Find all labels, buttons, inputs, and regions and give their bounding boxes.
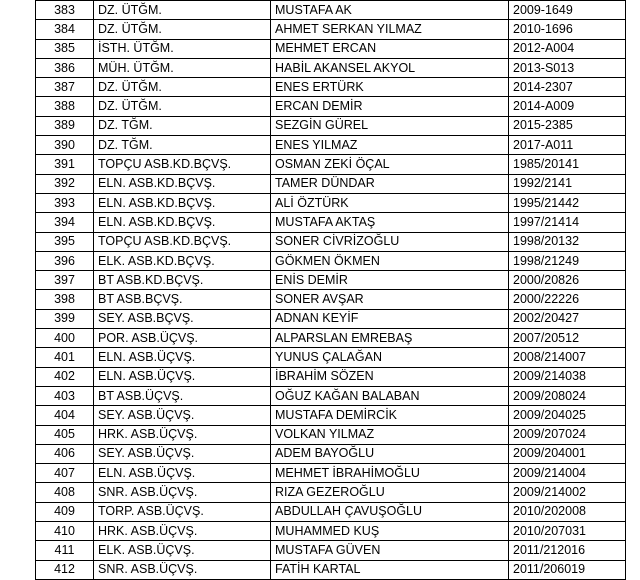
rank-cell: ELN. ASB.KD.BÇVŞ. — [94, 193, 271, 212]
rank-cell: DZ. ÜTĞM. — [94, 97, 271, 116]
registry-number-cell: 2007/20512 — [509, 329, 626, 348]
row-number-cell: 408 — [36, 483, 94, 502]
name-cell: AHMET SERKAN YILMAZ — [271, 20, 509, 39]
registry-number-cell: 2014-2307 — [509, 78, 626, 97]
registry-number-cell: 2008/214007 — [509, 348, 626, 367]
row-number-cell: 390 — [36, 136, 94, 155]
table-row — [36, 193, 626, 212]
name-cell: İBRAHİM SÖZEN — [271, 367, 509, 386]
name-cell: TAMER DÜNDAR — [271, 174, 509, 193]
rank-cell: DZ. TĞM. — [94, 116, 271, 135]
row-number-cell: 398 — [36, 290, 94, 309]
row-number-cell: 393 — [36, 193, 94, 212]
name-cell: ADEM BAYOĞLU — [271, 444, 509, 463]
name-cell: YUNUS ÇALAĞAN — [271, 348, 509, 367]
row-number-cell: 407 — [36, 464, 94, 483]
name-cell: ENES YILMAZ — [271, 136, 509, 155]
name-cell: ENES ERTÜRK — [271, 78, 509, 97]
registry-number-cell: 1998/20132 — [509, 232, 626, 251]
name-cell: GÖKMEN ÖKMEN — [271, 251, 509, 270]
rank-cell: DZ. ÜTĞM. — [94, 78, 271, 97]
rank-cell: HRK. ASB.ÜÇVŞ. — [94, 522, 271, 541]
rank-cell: ELN. ASB.KD.BÇVŞ. — [94, 213, 271, 232]
row-number-cell: 394 — [36, 213, 94, 232]
registry-number-cell: 1995/21442 — [509, 193, 626, 212]
row-number-cell: 388 — [36, 97, 94, 116]
rank-cell: BT ASB.KD.BÇVŞ. — [94, 271, 271, 290]
table-row — [36, 522, 626, 541]
rank-cell: SNR. ASB.ÜÇVŞ. — [94, 560, 271, 579]
registry-number-cell: 2009/214004 — [509, 464, 626, 483]
name-cell: MUSTAFA AKTAŞ — [271, 213, 509, 232]
table-row — [36, 174, 626, 193]
registry-number-cell: 2010-1696 — [509, 20, 626, 39]
table-row — [36, 386, 626, 405]
table-row — [36, 251, 626, 270]
row-number-cell: 395 — [36, 232, 94, 251]
registry-number-cell: 2013-S013 — [509, 58, 626, 77]
row-number-cell: 409 — [36, 502, 94, 521]
name-cell: SEZGİN GÜREL — [271, 116, 509, 135]
row-number-cell: 385 — [36, 39, 94, 58]
rank-cell: ELK. ASB.KD.BÇVŞ. — [94, 251, 271, 270]
personnel-table-body — [36, 1, 626, 580]
table-row — [36, 483, 626, 502]
rank-cell: ELK. ASB.ÜÇVŞ. — [94, 541, 271, 560]
row-number-cell: 396 — [36, 251, 94, 270]
rank-cell: TORP. ASB.ÜÇVŞ. — [94, 502, 271, 521]
name-cell: ALPARSLAN EMREBAŞ — [271, 329, 509, 348]
row-number-cell: 412 — [36, 560, 94, 579]
table-row — [36, 406, 626, 425]
rank-cell: SEY. ASB.ÜÇVŞ. — [94, 444, 271, 463]
name-cell: ENİS DEMİR — [271, 271, 509, 290]
row-number-cell: 391 — [36, 155, 94, 174]
name-cell: MUSTAFA GÜVEN — [271, 541, 509, 560]
rank-cell: DZ. ÜTĞM. — [94, 20, 271, 39]
row-number-cell: 401 — [36, 348, 94, 367]
rank-cell: ELN. ASB.ÜÇVŞ. — [94, 367, 271, 386]
table-row — [36, 136, 626, 155]
table-row — [36, 1, 626, 20]
table-row — [36, 425, 626, 444]
registry-number-cell: 2000/20826 — [509, 271, 626, 290]
table-row — [36, 309, 626, 328]
table-row — [36, 444, 626, 463]
row-number-cell: 397 — [36, 271, 94, 290]
row-number-cell: 392 — [36, 174, 94, 193]
rank-cell: SEY. ASB.BÇVŞ. — [94, 309, 271, 328]
table-row — [36, 155, 626, 174]
table-row — [36, 20, 626, 39]
rank-cell: ELN. ASB.KD.BÇVŞ. — [94, 174, 271, 193]
row-number-cell: 410 — [36, 522, 94, 541]
name-cell: FATİH KARTAL — [271, 560, 509, 579]
name-cell: MUHAMMED KUŞ — [271, 522, 509, 541]
table-row — [36, 502, 626, 521]
rank-cell: BT ASB.ÜÇVŞ. — [94, 386, 271, 405]
row-number-cell: 389 — [36, 116, 94, 135]
name-cell: SONER CİVRİZOĞLU — [271, 232, 509, 251]
table-row — [36, 97, 626, 116]
personnel-list-sheet — [35, 0, 625, 580]
registry-number-cell: 2009/214002 — [509, 483, 626, 502]
registry-number-cell: 2000/22226 — [509, 290, 626, 309]
name-cell: ERCAN DEMİR — [271, 97, 509, 116]
table-row — [36, 116, 626, 135]
row-number-cell: 384 — [36, 20, 94, 39]
name-cell: VOLKAN YILMAZ — [271, 425, 509, 444]
registry-number-cell: 2009/207024 — [509, 425, 626, 444]
name-cell: MEHMET İBRAHİMOĞLU — [271, 464, 509, 483]
rank-cell: ELN. ASB.ÜÇVŞ. — [94, 348, 271, 367]
registry-number-cell: 1998/21249 — [509, 251, 626, 270]
name-cell: SONER AVŞAR — [271, 290, 509, 309]
rank-cell: HRK. ASB.ÜÇVŞ. — [94, 425, 271, 444]
name-cell: MUSTAFA AK — [271, 1, 509, 20]
row-number-cell: 405 — [36, 425, 94, 444]
table-row — [36, 560, 626, 579]
registry-number-cell: 2009/208024 — [509, 386, 626, 405]
rank-cell: MÜH. ÜTĞM. — [94, 58, 271, 77]
row-number-cell: 402 — [36, 367, 94, 386]
rank-cell: DZ. ÜTĞM. — [94, 1, 271, 20]
registry-number-cell: 2017-A011 — [509, 136, 626, 155]
registry-number-cell: 1997/21414 — [509, 213, 626, 232]
table-row — [36, 58, 626, 77]
row-number-cell: 399 — [36, 309, 94, 328]
registry-number-cell: 1992/2141 — [509, 174, 626, 193]
name-cell: ALİ ÖZTÜRK — [271, 193, 509, 212]
personnel-table — [35, 0, 626, 580]
rank-cell: SEY. ASB.ÜÇVŞ. — [94, 406, 271, 425]
registry-number-cell: 1985/20141 — [509, 155, 626, 174]
table-row — [36, 271, 626, 290]
row-number-cell: 404 — [36, 406, 94, 425]
registry-number-cell: 2009/204025 — [509, 406, 626, 425]
row-number-cell: 387 — [36, 78, 94, 97]
registry-number-cell: 2009/214038 — [509, 367, 626, 386]
registry-number-cell: 2010/207031 — [509, 522, 626, 541]
rank-cell: ELN. ASB.ÜÇVŞ. — [94, 464, 271, 483]
name-cell: HABİL AKANSEL AKYOL — [271, 58, 509, 77]
registry-number-cell: 2009-1649 — [509, 1, 626, 20]
registry-number-cell: 2015-2385 — [509, 116, 626, 135]
name-cell: OSMAN ZEKİ ÖÇAL — [271, 155, 509, 174]
name-cell: OĞUZ KAĞAN BALABAN — [271, 386, 509, 405]
registry-number-cell: 2010/202008 — [509, 502, 626, 521]
table-row — [36, 213, 626, 232]
rank-cell: TOPÇU ASB.KD.BÇVŞ. — [94, 155, 271, 174]
row-number-cell: 400 — [36, 329, 94, 348]
table-row — [36, 464, 626, 483]
rank-cell: POR. ASB.ÜÇVŞ. — [94, 329, 271, 348]
registry-number-cell: 2009/204001 — [509, 444, 626, 463]
table-row — [36, 290, 626, 309]
table-row — [36, 367, 626, 386]
rank-cell: SNR. ASB.ÜÇVŞ. — [94, 483, 271, 502]
registry-number-cell: 2012-A004 — [509, 39, 626, 58]
table-row — [36, 541, 626, 560]
registry-number-cell: 2014-A009 — [509, 97, 626, 116]
name-cell: ABDULLAH ÇAVUŞOĞLU — [271, 502, 509, 521]
row-number-cell: 383 — [36, 1, 94, 20]
row-number-cell: 411 — [36, 541, 94, 560]
table-row — [36, 232, 626, 251]
row-number-cell: 406 — [36, 444, 94, 463]
rank-cell: DZ. TĞM. — [94, 136, 271, 155]
row-number-cell: 386 — [36, 58, 94, 77]
row-number-cell: 403 — [36, 386, 94, 405]
table-row — [36, 348, 626, 367]
table-row — [36, 78, 626, 97]
name-cell: MUSTAFA DEMİRCİK — [271, 406, 509, 425]
name-cell: ADNAN KEYİF — [271, 309, 509, 328]
rank-cell: İSTH. ÜTĞM. — [94, 39, 271, 58]
rank-cell: TOPÇU ASB.KD.BÇVŞ. — [94, 232, 271, 251]
name-cell: RIZA GEZEROĞLU — [271, 483, 509, 502]
name-cell: MEHMET ERCAN — [271, 39, 509, 58]
table-row — [36, 329, 626, 348]
registry-number-cell: 2011/206019 — [509, 560, 626, 579]
table-row — [36, 39, 626, 58]
rank-cell: BT ASB.BÇVŞ. — [94, 290, 271, 309]
registry-number-cell: 2002/20427 — [509, 309, 626, 328]
registry-number-cell: 2011/212016 — [509, 541, 626, 560]
